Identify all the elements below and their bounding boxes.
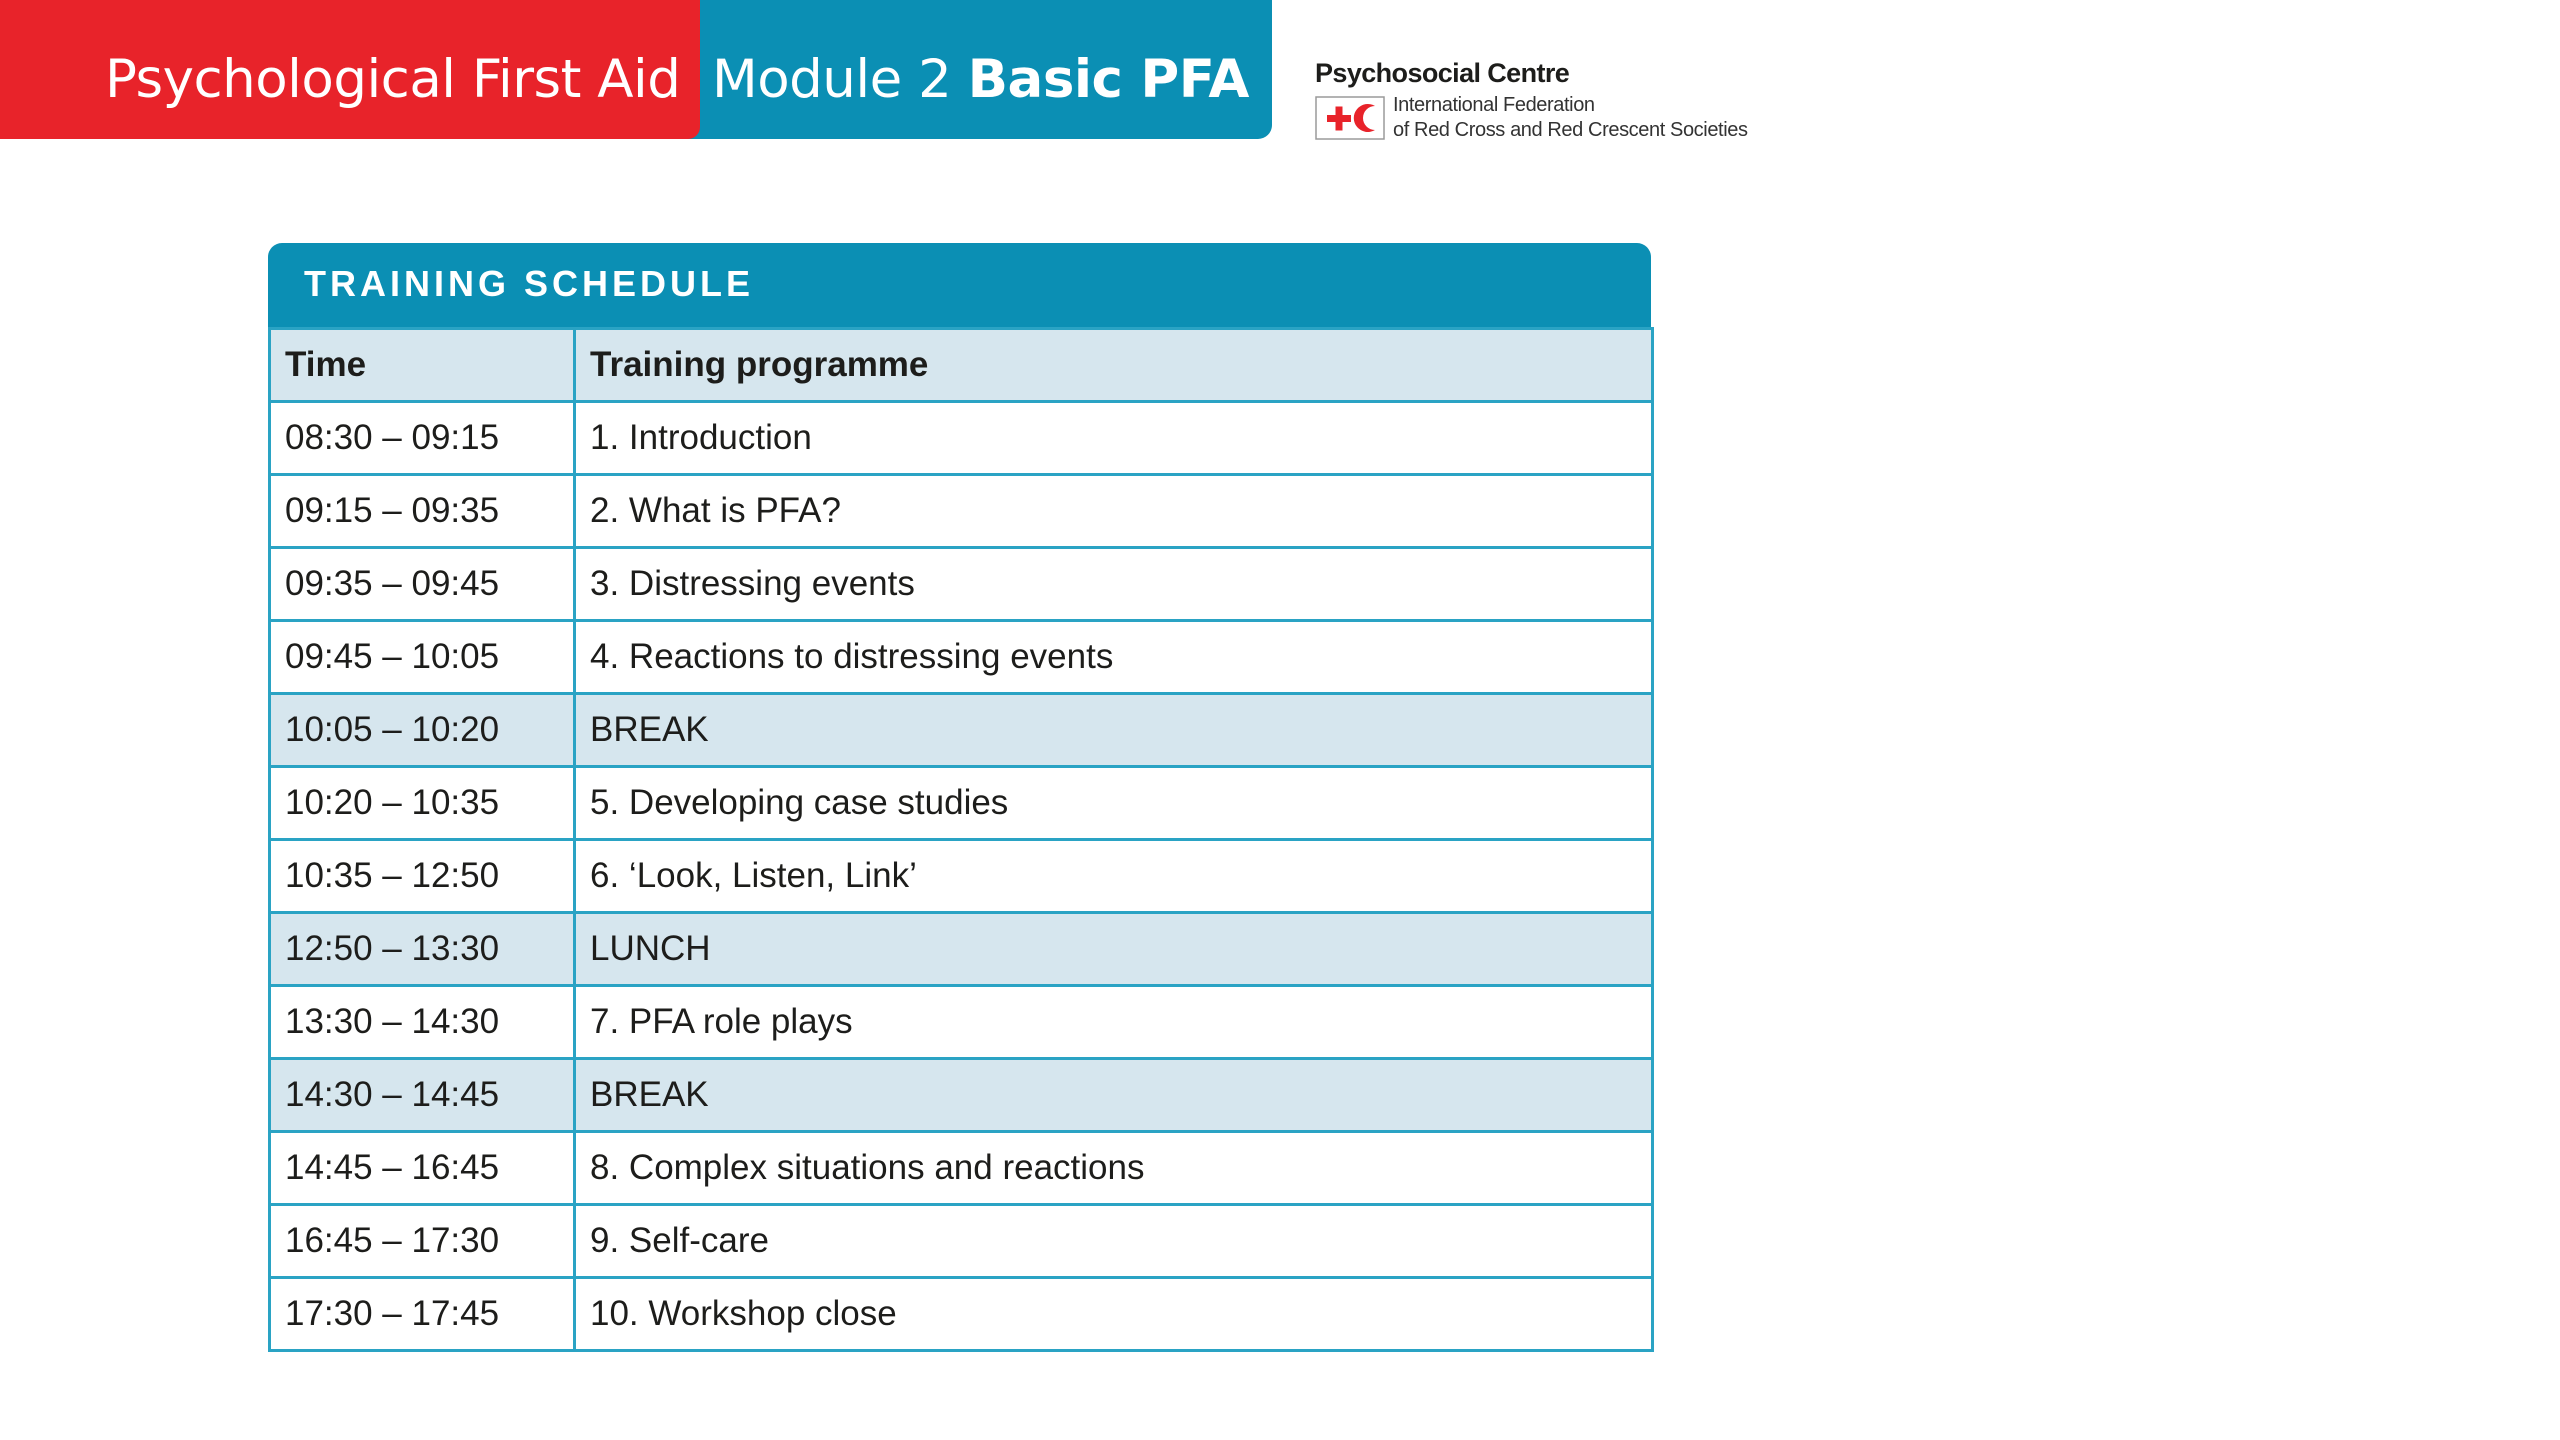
row-programme-item: BREAK (575, 1059, 1653, 1132)
training-schedule (268, 243, 1651, 1352)
row-time: 12:50 – 13:30 (270, 913, 575, 986)
module-prefix: Module 2 (712, 49, 952, 110)
row-time: 10:05 – 10:20 (270, 694, 575, 767)
table-row (270, 986, 1653, 1059)
row-programme-item: LUNCH (575, 913, 1653, 986)
table-row (270, 840, 1653, 913)
logo-title: Psychosocial Centre (1315, 58, 1570, 88)
row-programme-item: BREAK (575, 694, 1653, 767)
column-header-programme: Training programme (575, 329, 1653, 402)
table-row (270, 767, 1653, 840)
row-time: 10:35 – 12:50 (270, 840, 575, 913)
table-row (270, 1132, 1653, 1205)
table-row (270, 402, 1653, 475)
row-programme-item: 8. Complex situations and reactions (575, 1132, 1653, 1205)
table-row (270, 548, 1653, 621)
row-time: 10:20 – 10:35 (270, 767, 575, 840)
column-header-time: Time (270, 329, 575, 402)
row-programme-item: 3. Distressing events (575, 548, 1653, 621)
row-time: 13:30 – 14:30 (270, 986, 575, 1059)
row-time: 14:30 – 14:45 (270, 1059, 575, 1132)
table-row (270, 621, 1653, 694)
ifrc-psychosocial-logo (1313, 58, 1793, 148)
row-programme-item: 1. Introduction (575, 402, 1653, 475)
table-row (270, 694, 1653, 767)
schedule-table (268, 327, 1654, 1352)
row-time: 09:45 – 10:05 (270, 621, 575, 694)
table-header-row (270, 329, 1653, 402)
table-row (270, 475, 1653, 548)
row-programme-item: 9. Self-care (575, 1205, 1653, 1278)
slide-series-title: Psychological First Aid (105, 49, 681, 110)
table-row (270, 1278, 1653, 1351)
module-name: Basic PFA (967, 49, 1249, 110)
row-time: 14:45 – 16:45 (270, 1132, 575, 1205)
schedule-title: TRAINING SCHEDULE (304, 263, 755, 304)
row-programme-item: 2. What is PFA? (575, 475, 1653, 548)
row-time: 08:30 – 09:15 (270, 402, 575, 475)
table-row (270, 913, 1653, 986)
row-time: 09:35 – 09:45 (270, 548, 575, 621)
row-programme-item: 4. Reactions to distressing events (575, 621, 1653, 694)
table-row (270, 1059, 1653, 1132)
row-time: 17:30 – 17:45 (270, 1278, 575, 1351)
row-time: 16:45 – 17:30 (270, 1205, 575, 1278)
module-title (712, 50, 1249, 110)
table-row (270, 1205, 1653, 1278)
schedule-header (268, 243, 1651, 327)
row-programme-item: 5. Developing case studies (575, 767, 1653, 840)
logo-line-2: of Red Cross and Red Crescent Societies (1393, 119, 1748, 141)
row-programme-item: 6. ‘Look, Listen, Link’ (575, 840, 1653, 913)
row-time: 09:15 – 09:35 (270, 475, 575, 548)
logo-line-1: International Federation (1393, 94, 1595, 116)
row-programme-item: 10. Workshop close (575, 1278, 1653, 1351)
row-programme-item: 7. PFA role plays (575, 986, 1653, 1059)
red-cross-crescent-icon (1315, 96, 1385, 140)
